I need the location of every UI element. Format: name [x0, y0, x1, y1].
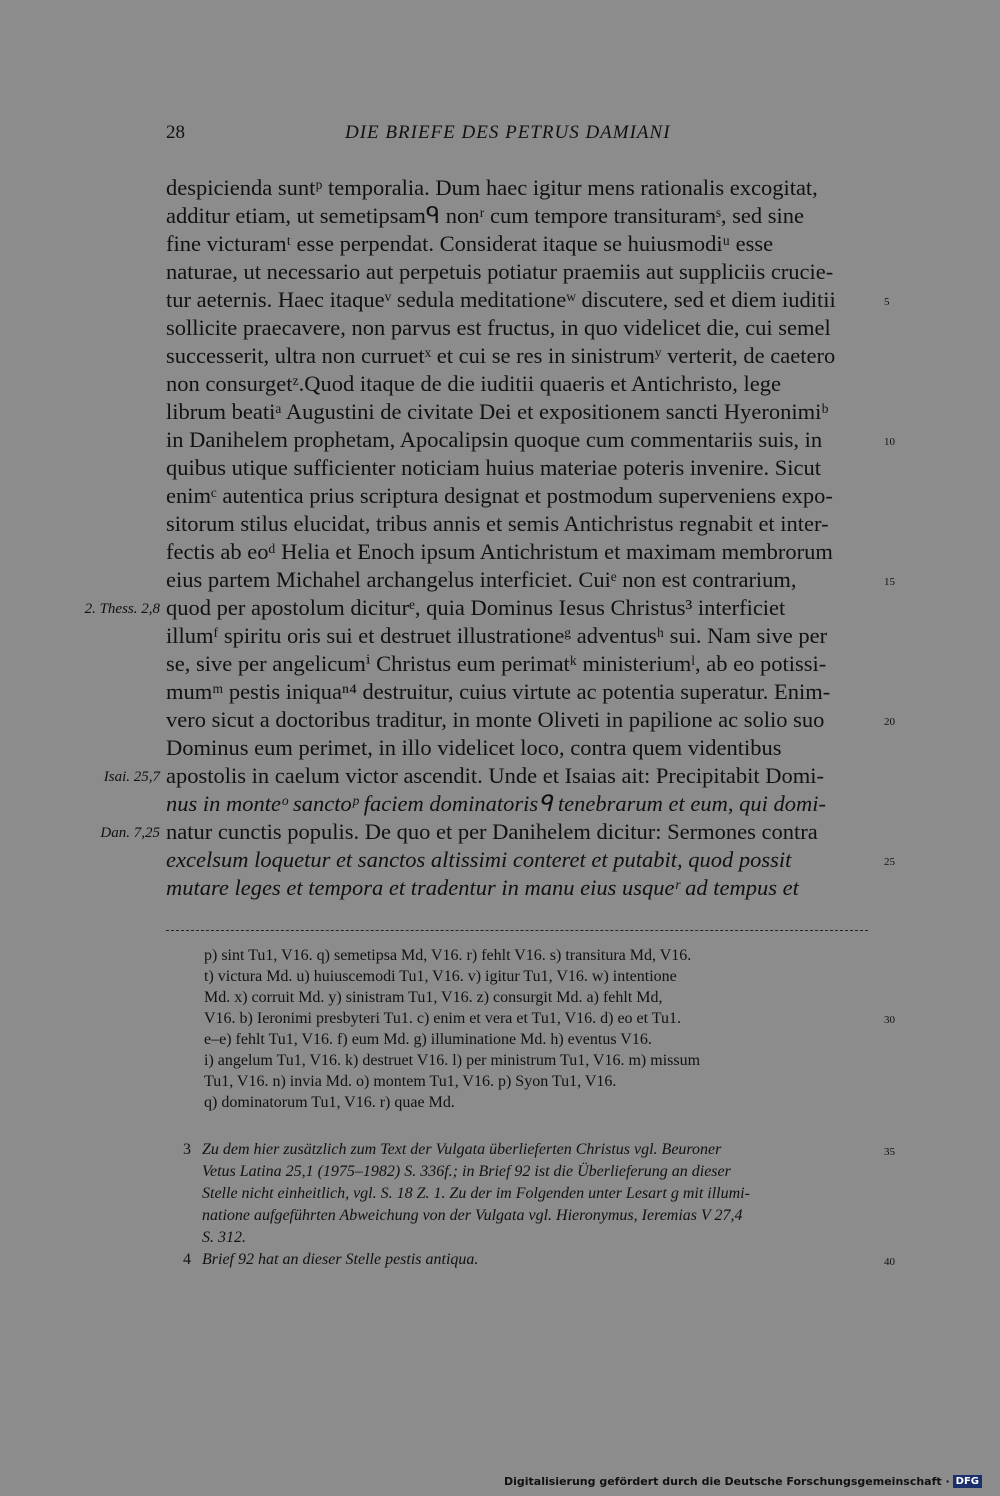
- note-line: Stelle nicht einheitlich, vgl. S. 18 Z. 1. Zu der im Folgenden unter Lesart g mit illumi-: [202, 1185, 750, 1202]
- line-number: 5: [884, 296, 890, 308]
- line-number: 10: [884, 436, 895, 448]
- text-line: fine victuramᵗ esse perpendat. Considerat itaque se huiusmodiᵘ esse: [166, 231, 774, 256]
- apparatus-line: p) sint Tu1, V16. q) semetipsa Md, V16. r) fehlt V16. s) transitura Md, V16.: [204, 947, 692, 964]
- line-number: 30: [884, 1014, 895, 1026]
- note-line: Zu dem hier zusätzlich zum Text der Vulgata überlieferten Christus vgl. Beuroner: [202, 1141, 722, 1158]
- text-line: librum beatiᵃ Augustini de civitate Dei et expositionem sancti Hyeronimiᵇ: [166, 399, 829, 424]
- footnote-divider: [166, 930, 868, 931]
- text-line: tur aeternis. Haec itaqueᵛ sedula meditationeʷ discutere, sed et diem iuditii: [166, 287, 836, 312]
- text-line: se, sive per angelicumⁱ Christus eum perimatᵏ ministeriumˡ, ab eo potissi-: [166, 651, 827, 676]
- apparatus-line: Md. x) corruit Md. y) sinistram Tu1, V16. z) consurgit Md. a) fehlt Md,: [204, 989, 663, 1006]
- text-line: mumᵐ pestis iniquaⁿ⁴ destruitur, cuius virtute ac potentia superatur. Enim-: [166, 679, 831, 704]
- note-line: Vetus Latina 25,1 (1975–1982) S. 336f.; in Brief 92 ist die Überlieferung an dieser: [202, 1163, 731, 1180]
- text-line: sollicite praecavere, non parvus est fructus, in quo videlicet die, cui semel: [166, 315, 831, 340]
- text-line: successerit, ultra non curruetˣ et cui se res in sinistrumʸ verterit, de caetero: [166, 343, 836, 368]
- margin-reference: Dan. 7,25: [100, 825, 160, 841]
- text-line: quod per apostolum diciturᵉ, quia Dominus Iesus Christus³ interficiet: [166, 595, 786, 620]
- running-title: DIE BRIEFE DES PETRUS DAMIANI: [345, 122, 671, 143]
- text-line: naturae, ut necessario aut perpetuis potiatur praemiis aut suppliciis crucie-: [166, 259, 834, 284]
- note-line: natione aufgeführten Abweichung von der Vulgata vgl. Hieronymus, Ieremias V 27,4: [202, 1207, 743, 1224]
- line-number: 25: [884, 856, 895, 868]
- text-line: enimᶜ autentica prius scriptura designat et postmodum superveniens expo-: [166, 483, 833, 508]
- text-line: nus in monteᵒ sanctoᵖ faciem dominatorisᑫ tenebrarum et eum, qui domi-: [166, 791, 826, 816]
- text-line: eius partem Michahel archangelus interficiet. Cuiᵉ non est contrarium,: [166, 567, 797, 592]
- text-line: fectis ab eoᵈ Helia et Enoch ipsum Antichristum et maximam membrorum: [166, 539, 833, 564]
- note-line: S. 312.: [202, 1229, 246, 1246]
- text-line: mutare leges et tempora et tradentur in manu eius usqueʳ ad tempus et: [166, 875, 799, 900]
- text-line: natur cunctis populis. De quo et per Danihelem dicitur: Sermones contra: [166, 819, 818, 844]
- line-number: 20: [884, 716, 895, 728]
- text-line: quibus utique sufficienter noticiam huius materiae poteris invenire. Sicut: [166, 455, 822, 480]
- text-line: in Danihelem prophetam, Apocalipsin quoque cum commentariis suis, in: [166, 427, 823, 452]
- apparatus-line: V16. b) Ieronimi presbyteri Tu1. c) enim et vera et Tu1, V16. d) eo et Tu1.: [204, 1010, 682, 1027]
- margin-reference: 2. Thess. 2,8: [84, 601, 160, 617]
- text-line: apostolis in caelum victor ascendit. Unde et Isaias ait: Precipitabit Domi-: [166, 763, 824, 788]
- funding-credit: [504, 1475, 982, 1488]
- apparatus-line: t) victura Md. u) huiuscemodi Tu1, V16. v) igitur Tu1, V16. w) intentione: [204, 968, 677, 985]
- apparatus-line: i) angelum Tu1, V16. k) destruet V16. l) per ministrum Tu1, V16. m) missum: [204, 1052, 701, 1069]
- page-number: 28: [166, 122, 185, 143]
- text-line: non consurgetᶻ.Quod itaque de die iuditii quaeris et Antichristo, lege: [166, 371, 781, 396]
- note-line: Brief 92 hat an dieser Stelle pestis antiqua.: [202, 1251, 479, 1268]
- margin-reference: Isai. 25,7: [103, 769, 160, 785]
- credit-text: Digitalisierung gefördert durch die Deutsche Forschungsgemeinschaft ·: [503, 1475, 950, 1488]
- text-line: illumᶠ spiritu oris sui et destruet illustrationeᵍ adventusʰ sui. Nam sive per: [166, 623, 828, 648]
- text-line: excelsum loquetur et sanctos altissimi conteret et putabit, quod possit: [166, 847, 792, 872]
- line-number: 15: [884, 576, 895, 588]
- apparatus-line: q) dominatorum Tu1, V16. r) quae Md.: [204, 1094, 455, 1111]
- line-number: 35: [884, 1146, 895, 1158]
- note-number: 3: [183, 1141, 191, 1158]
- apparatus-line: e–e) fehlt Tu1, V16. f) eum Md. g) illuminatione Md. h) eventus V16.: [204, 1031, 652, 1048]
- text-line: Dominus eum perimet, in illo videlicet loco, contra quem videntibus: [166, 735, 782, 760]
- text-line: additur etiam, ut semetipsamᑫ nonʳ cum tempore transituramˢ, sed sine: [166, 203, 805, 228]
- text-line: despicienda suntᵖ temporalia. Dum haec igitur mens rationalis excogitat,: [166, 175, 818, 200]
- note-number: 4: [183, 1251, 191, 1268]
- text-line: vero sicut a doctoribus traditur, in monte Oliveti in papilione ac solio suo: [166, 707, 825, 732]
- line-number: 40: [884, 1256, 895, 1268]
- dfg-logo: DFG: [953, 1475, 982, 1488]
- text-line: sitorum stilus elucidat, tribus annis et semis Antichristus regnabit et inter-: [166, 511, 829, 536]
- apparatus-line: Tu1, V16. n) invia Md. o) montem Tu1, V16. p) Syon Tu1, V16.: [204, 1073, 617, 1090]
